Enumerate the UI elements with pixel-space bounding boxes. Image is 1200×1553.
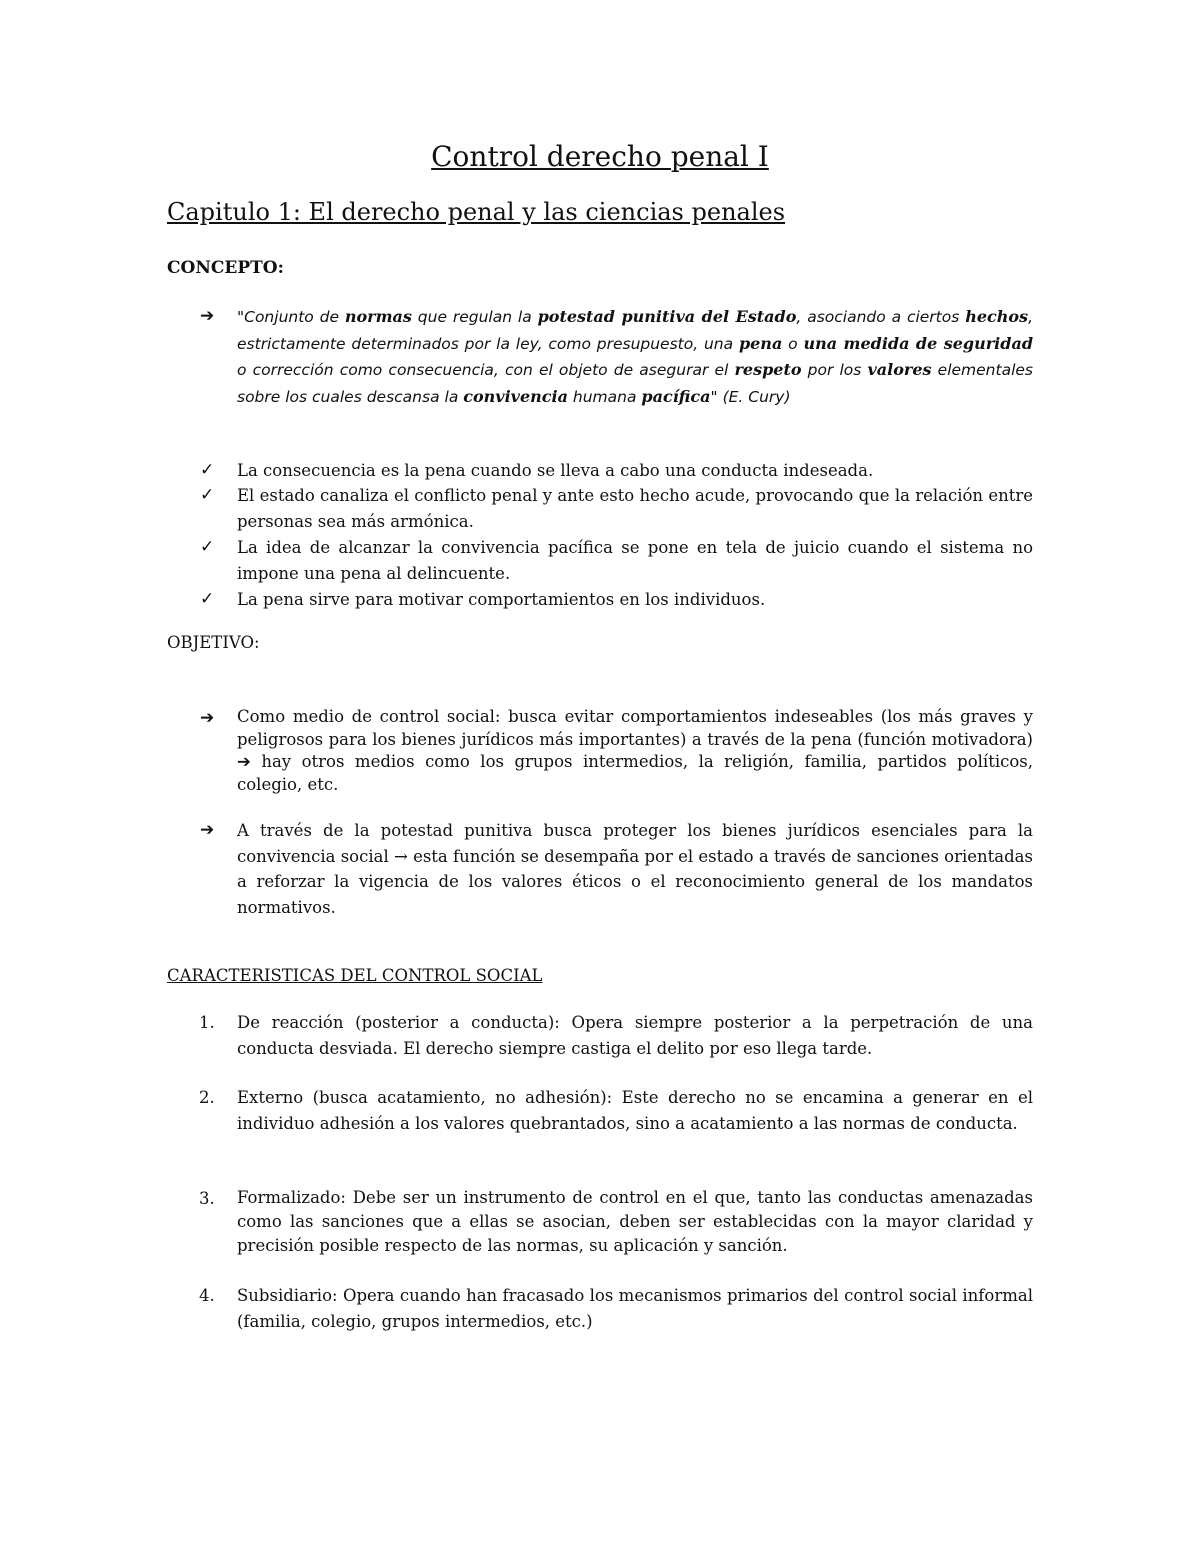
arrow-bullet-icon: ➔ bbox=[200, 306, 215, 326]
check-item: El estado canaliza el conflicto penal y ante esto hecho acude, provocando que la relación entre personas sea más armónica. bbox=[237, 486, 1033, 531]
concepto-quote: "Conjunto de normas que regulan la potestad punitiva del Estado, asociando a ciertos hechos, estrictamente determinados por la ley, como presupuesto, una pena o una medida de seguridad o corrección como consecuencia, con el objeto de asegurar el respeto por los valores elementales sobre los cuales descansa la convivencia humana pacífica" (E. Cury) bbox=[237, 307, 1034, 406]
arrow-bullet-icon: ➔ bbox=[200, 708, 215, 728]
arrow-bullet-icon: ➔ bbox=[200, 820, 215, 840]
objetivo-item: A través de la potestad punitiva busca proteger los bienes jurídicos esenciales para la convivencia social → esta función se desempaña por el estado a través de sanciones orientadas a reforzar la vigencia de los valores éticos o el reconocimiento general de los mandatos normativos. bbox=[237, 821, 1033, 917]
list-item: Formalizado: Debe ser un instrumento de control en el que, tanto las conductas amenazadas como las sanciones que a ellas se asocian, deben ser establecidas con la mayor claridad y precisión posible respecto de las normas, su aplicación y sanción. bbox=[237, 1188, 1033, 1255]
list-item: Externo (busca acatamiento, no adhesión): Este derecho no se encamina a generar en el individuo adhesión a los valores quebrantados, sino a acatamiento a las normas de conducta. bbox=[237, 1088, 1033, 1133]
concepto-heading: CONCEPTO: bbox=[167, 258, 284, 278]
check-icon: ✓ bbox=[200, 537, 215, 557]
list-item: De reacción (posterior a conducta): Opera siempre posterior a la perpetración de una conducta desviada. El derecho siempre castiga el delito por eso llega tarde. bbox=[237, 1013, 1033, 1058]
check-item: La consecuencia es la pena cuando se lleva a cabo una conducta indeseada. bbox=[237, 461, 874, 480]
chapter-title: Capitulo 1: El derecho penal y las ciencias penales bbox=[167, 198, 786, 226]
check-icon: ✓ bbox=[200, 589, 215, 609]
arrow-icon: ➔ bbox=[237, 752, 251, 771]
check-item: La idea de alcanzar la convivencia pacífica se pone en tela de juicio cuando el sistema no impone una pena al delincuente. bbox=[237, 538, 1033, 583]
list-number: 1. bbox=[199, 1013, 215, 1032]
document-title: Control derecho penal I bbox=[431, 140, 769, 173]
check-item: La pena sirve para motivar comportamientos en los individuos. bbox=[237, 590, 766, 609]
check-icon: ✓ bbox=[200, 485, 215, 505]
list-number: 3. bbox=[199, 1189, 215, 1208]
list-number: 4. bbox=[199, 1286, 215, 1305]
objetivo-heading: OBJETIVO: bbox=[167, 633, 260, 652]
check-icon: ✓ bbox=[200, 460, 215, 480]
list-number: 2. bbox=[199, 1088, 215, 1107]
caracteristicas-heading: CARACTERISTICAS DEL CONTROL SOCIAL bbox=[167, 966, 543, 985]
list-item: Subsidiario: Opera cuando han fracasado los mecanismos primarios del control social informal (familia, colegio, grupos intermedios, etc.) bbox=[237, 1286, 1033, 1331]
objetivo-item: Como medio de control social: busca evitar comportamientos indeseables (los más graves y peligrosos para los bienes jurídicos más importantes) a través de la pena (función motivadora) ➔ hay otros medios como los grupos intermedios, la religión, familia, partidos políticos, colegio, etc. bbox=[237, 707, 1033, 794]
